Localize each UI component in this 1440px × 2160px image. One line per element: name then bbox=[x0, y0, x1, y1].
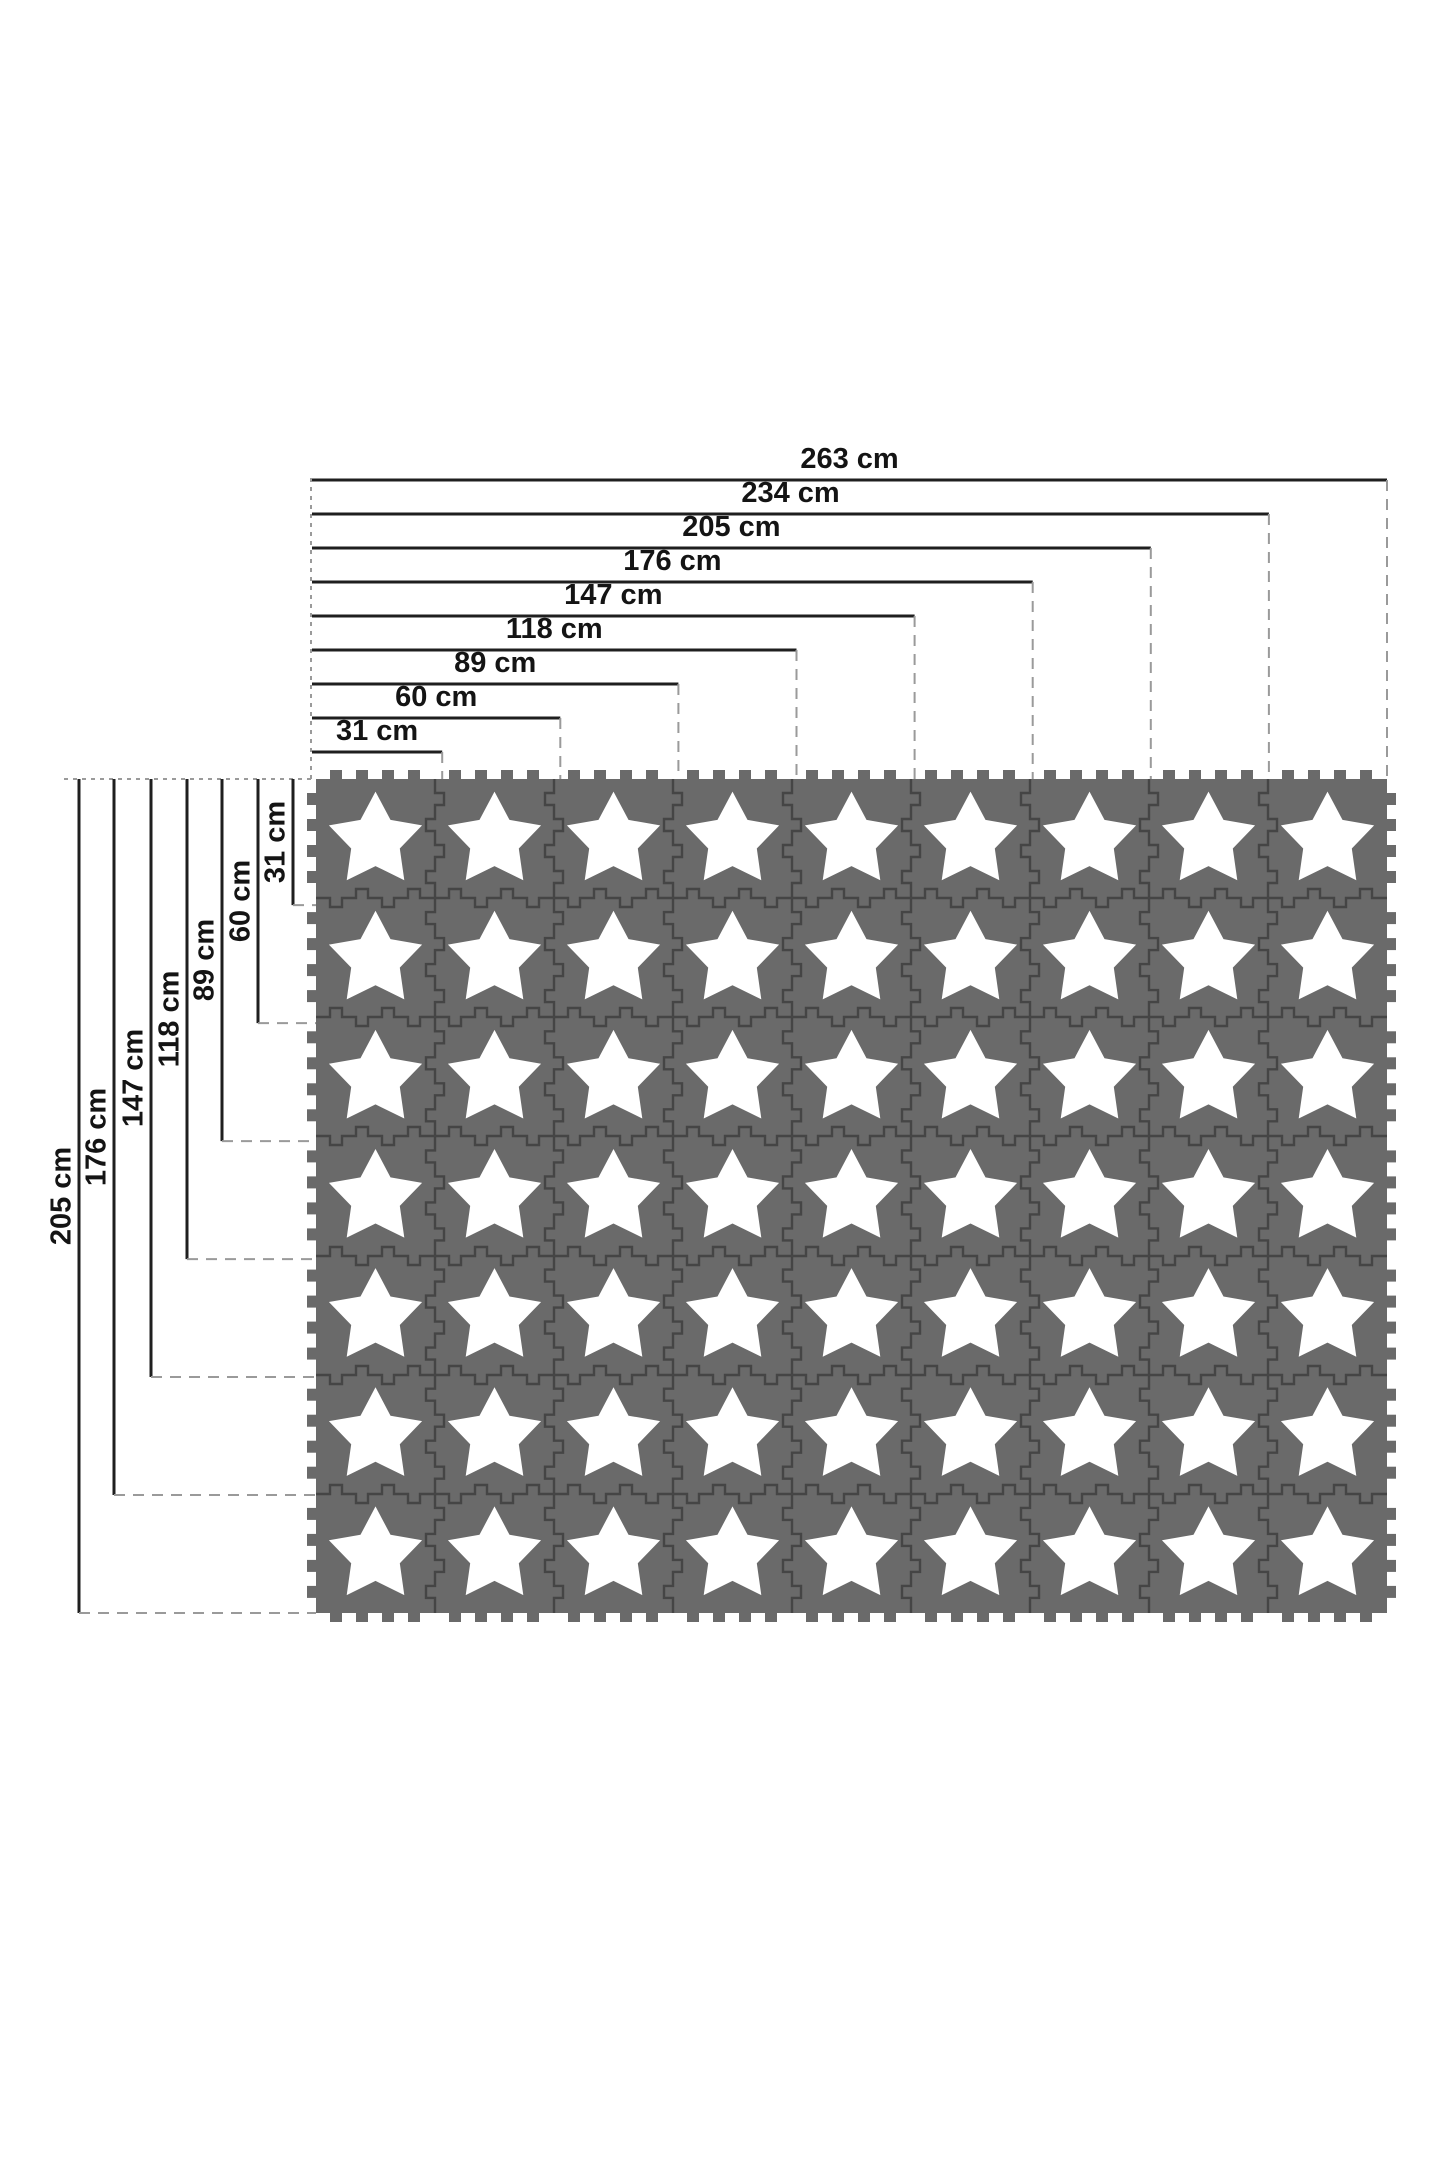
dim-label-left-176cm: 176 cm bbox=[80, 1087, 113, 1187]
dim-label-left-118cm: 118 cm bbox=[153, 970, 186, 1068]
edge-tab bbox=[1122, 770, 1134, 780]
edge-tab bbox=[307, 1322, 317, 1334]
edge-tab bbox=[687, 770, 699, 780]
edge-tab bbox=[475, 770, 487, 780]
edge-tab bbox=[620, 770, 632, 780]
edge-tab bbox=[1386, 1467, 1396, 1479]
edge-tab bbox=[925, 1612, 937, 1622]
edge-tab bbox=[713, 1612, 725, 1622]
edge-tab bbox=[1386, 1348, 1396, 1360]
edge-tab bbox=[1360, 1612, 1372, 1622]
edge-tab bbox=[307, 1150, 317, 1162]
edge-tab bbox=[307, 1176, 317, 1188]
edge-tab bbox=[307, 1057, 317, 1069]
dim-label-top-176cm: 176 cm bbox=[623, 545, 722, 577]
edge-tab bbox=[1386, 990, 1396, 1002]
edge-tab bbox=[307, 1270, 317, 1282]
edge-tab bbox=[1386, 1560, 1396, 1572]
edge-tab bbox=[858, 770, 870, 780]
edge-tab bbox=[527, 1612, 539, 1622]
dim-label-top-89cm: 89 cm bbox=[454, 647, 537, 679]
dim-label-top-60cm: 60 cm bbox=[395, 681, 478, 713]
edge-tab bbox=[382, 1612, 394, 1622]
edge-tab bbox=[1386, 1228, 1396, 1240]
edge-tab bbox=[307, 793, 317, 805]
edge-tab bbox=[1386, 1150, 1396, 1162]
edge-tab bbox=[1003, 770, 1015, 780]
edge-tab bbox=[307, 1296, 317, 1308]
edge-tab bbox=[1003, 1612, 1015, 1622]
edge-tab bbox=[1282, 770, 1294, 780]
edge-tab bbox=[1386, 1322, 1396, 1334]
edge-tab bbox=[307, 871, 317, 883]
dim-label-left-60cm: 60 cm bbox=[224, 859, 257, 943]
edge-tab bbox=[1386, 871, 1396, 883]
edge-tab bbox=[356, 1612, 368, 1622]
edge-tab bbox=[1386, 1508, 1396, 1520]
edge-tab bbox=[307, 1508, 317, 1520]
edge-tab bbox=[1334, 1612, 1346, 1622]
edge-tab bbox=[884, 770, 896, 780]
edge-tab bbox=[307, 845, 317, 857]
edge-tab bbox=[307, 1415, 317, 1427]
edge-tab bbox=[1282, 1612, 1294, 1622]
edge-tab bbox=[1241, 770, 1253, 780]
edge-tab bbox=[646, 770, 658, 780]
edge-tab bbox=[1215, 770, 1227, 780]
edge-tab bbox=[1189, 770, 1201, 780]
edge-tab bbox=[1308, 1612, 1320, 1622]
edge-tab bbox=[739, 770, 751, 780]
edge-tab bbox=[832, 1612, 844, 1622]
edge-tab bbox=[1360, 770, 1372, 780]
edge-tab bbox=[307, 1202, 317, 1214]
edge-tab bbox=[330, 770, 342, 780]
edge-tab bbox=[356, 770, 368, 780]
edge-tab bbox=[765, 770, 777, 780]
edge-tab bbox=[765, 1612, 777, 1622]
edge-tab bbox=[687, 1612, 699, 1622]
edge-tab bbox=[951, 1612, 963, 1622]
edge-tab bbox=[408, 770, 420, 780]
edge-tab bbox=[307, 1109, 317, 1121]
edge-tab bbox=[713, 770, 725, 780]
edge-tab bbox=[1070, 770, 1082, 780]
dim-label-left-31cm: 31 cm bbox=[259, 800, 292, 884]
edge-tab bbox=[1070, 1612, 1082, 1622]
edge-tab bbox=[646, 1612, 658, 1622]
edge-tab bbox=[977, 1612, 989, 1622]
edge-tab bbox=[1386, 1202, 1396, 1214]
edge-tab bbox=[307, 1389, 317, 1401]
edge-tab bbox=[1386, 819, 1396, 831]
dim-label-top-205cm: 205 cm bbox=[682, 511, 781, 543]
edge-tab bbox=[307, 1560, 317, 1572]
edge-tab bbox=[1189, 1612, 1201, 1622]
edge-tab bbox=[307, 1534, 317, 1546]
edge-tab bbox=[806, 770, 818, 780]
edge-tab bbox=[307, 990, 317, 1002]
edge-tab bbox=[527, 770, 539, 780]
edge-tab bbox=[307, 964, 317, 976]
edge-tab bbox=[330, 1612, 342, 1622]
edge-tab bbox=[620, 1612, 632, 1622]
edge-tab bbox=[1386, 1109, 1396, 1121]
dim-label-left-89cm: 89 cm bbox=[188, 918, 221, 1002]
edge-tab bbox=[1386, 1296, 1396, 1308]
edge-tab bbox=[1096, 1612, 1108, 1622]
edge-tab bbox=[1386, 1586, 1396, 1598]
dim-label-top-31cm: 31 cm bbox=[335, 715, 419, 747]
edge-tab bbox=[832, 770, 844, 780]
edge-tab bbox=[307, 1083, 317, 1095]
edge-tab bbox=[1386, 1441, 1396, 1453]
edge-tab bbox=[568, 770, 580, 780]
edge-tab bbox=[594, 770, 606, 780]
edge-tab bbox=[307, 1031, 317, 1043]
edge-tab bbox=[307, 1441, 317, 1453]
dim-label-top-147cm: 147 cm bbox=[564, 579, 663, 611]
edge-tab bbox=[1386, 1031, 1396, 1043]
edge-tab bbox=[1386, 793, 1396, 805]
edge-tab bbox=[858, 1612, 870, 1622]
edge-tab bbox=[307, 912, 317, 924]
edge-tab bbox=[501, 770, 513, 780]
edge-tab bbox=[475, 1612, 487, 1622]
dim-label-top-118cm: 118 cm bbox=[505, 613, 603, 645]
edge-tab bbox=[1334, 770, 1346, 780]
edge-tab bbox=[1163, 1612, 1175, 1622]
edge-tab bbox=[382, 770, 394, 780]
edge-tab bbox=[408, 1612, 420, 1622]
edge-tab bbox=[1241, 1612, 1253, 1622]
edge-tab bbox=[1386, 964, 1396, 976]
edge-tab bbox=[1386, 912, 1396, 924]
edge-tab bbox=[1386, 1415, 1396, 1427]
dim-label-top-263cm: 263 cm bbox=[800, 443, 899, 475]
edge-tab bbox=[307, 938, 317, 950]
edge-tab bbox=[739, 1612, 751, 1622]
edge-tab bbox=[1386, 938, 1396, 950]
edge-tab bbox=[884, 1612, 896, 1622]
edge-tab bbox=[1386, 1389, 1396, 1401]
edge-tab bbox=[1386, 1270, 1396, 1282]
edge-tab bbox=[806, 1612, 818, 1622]
edge-tab bbox=[1215, 1612, 1227, 1622]
edge-tab bbox=[951, 770, 963, 780]
edge-tab bbox=[307, 1467, 317, 1479]
edge-tab bbox=[925, 770, 937, 780]
dim-label-left-147cm: 147 cm bbox=[117, 1028, 150, 1128]
edge-tab bbox=[1386, 1534, 1396, 1546]
edge-tab bbox=[1044, 770, 1056, 780]
edge-tab bbox=[501, 1612, 513, 1622]
edge-tab bbox=[1386, 1176, 1396, 1188]
edge-tab bbox=[1386, 845, 1396, 857]
edge-tab bbox=[1096, 770, 1108, 780]
edge-tab bbox=[307, 1348, 317, 1360]
edge-tab bbox=[568, 1612, 580, 1622]
edge-tab bbox=[307, 1228, 317, 1240]
edge-tab bbox=[449, 770, 461, 780]
edge-tab bbox=[449, 1612, 461, 1622]
edge-tab bbox=[1308, 770, 1320, 780]
edge-tab bbox=[1163, 770, 1175, 780]
edge-tab bbox=[1044, 1612, 1056, 1622]
edge-tab bbox=[1122, 1612, 1134, 1622]
dim-label-left-205cm: 205 cm bbox=[45, 1146, 78, 1246]
dim-label-top-234cm: 234 cm bbox=[741, 477, 840, 509]
edge-tab bbox=[307, 819, 317, 831]
edge-tab bbox=[1386, 1057, 1396, 1069]
edge-tab bbox=[1386, 1083, 1396, 1095]
edge-tab bbox=[977, 770, 989, 780]
edge-tab bbox=[594, 1612, 606, 1622]
edge-tab bbox=[307, 1586, 317, 1598]
